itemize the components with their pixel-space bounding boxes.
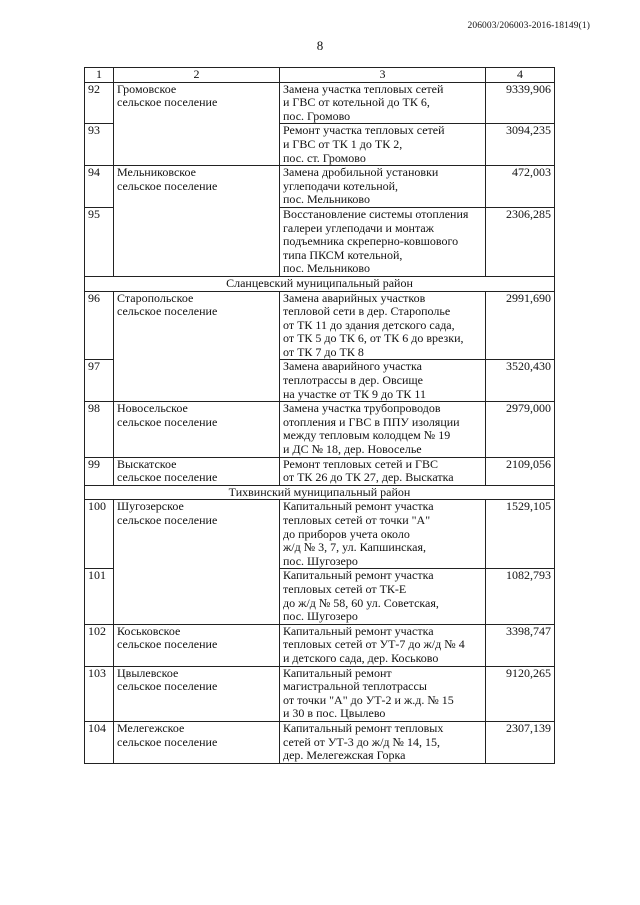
settlement-name: Мельниковское сельское поселение — [114, 166, 280, 277]
table-row — [85, 291, 555, 360]
work-description: Замена аварийных участков тепловой сети в дер. Старополье от ТК 11 до здания детского сада, от ТК 5 до ТК 6, от ТК 6 до врезки, от ТК 7 до ТК 8 — [280, 291, 486, 360]
work-description: Замена аварийного участка теплотрассы в дер. Овсище на участке от ТК 9 до ТК 11 — [280, 360, 486, 402]
document-reference: 206003/206003-2016-18149(1) — [467, 21, 590, 31]
table-row — [85, 721, 555, 763]
work-description: Замена дробильной установки углеподачи котельной, пос. Мельниково — [280, 166, 486, 208]
settlement-name: Мелегежское сельское поселение — [114, 721, 280, 763]
settlement-name: Громовское сельское поселение — [114, 82, 280, 166]
settlement-name: Старопольское сельское поселение — [114, 291, 280, 402]
work-description: Замена участка трубопроводов отопления и ГВС в ППУ изоляции между тепловым колодцем № 19 и ДС № 18, дер. Новоселье — [280, 402, 486, 457]
work-description: Капитальный ремонт участка тепловых сетей от точки "А" до приборов учета около ж/д № 3, 7, ул. Капшинская, пос. Шугозеро — [280, 500, 486, 569]
amount: 9120,265 — [486, 666, 555, 721]
row-number: 98 — [85, 402, 114, 457]
row-number: 103 — [85, 666, 114, 721]
table-row — [85, 402, 555, 457]
table-row — [85, 624, 555, 666]
district-heading: Тихвинский муниципальный район — [85, 485, 555, 500]
table-row — [85, 457, 555, 485]
work-description: Капитальный ремонт участка тепловых сетей от ТК-Е до ж/д № 58, 60 ул. Советская, пос. Шугозеро — [280, 569, 486, 624]
settlement-name: Новосельское сельское поселение — [114, 402, 280, 457]
amount: 3094,235 — [486, 124, 555, 166]
row-number: 92 — [85, 82, 114, 124]
work-description: Капитальный ремонт тепловых сетей от УТ-3 до ж/д № 14, 15, дер. Мелегежская Горка — [280, 721, 486, 763]
settlement-name: Шугозерское сельское поселение — [114, 500, 280, 624]
row-number: 94 — [85, 166, 114, 208]
page-number: 8 — [316, 38, 324, 53]
table-row — [85, 166, 555, 208]
amount: 2991,690 — [486, 291, 555, 360]
work-description: Ремонт тепловых сетей и ГВС от ТК 26 до ТК 27, дер. Выскатка — [280, 457, 486, 485]
amount: 9339,906 — [486, 82, 555, 124]
work-description: Восстановление системы отопления галереи углеподачи и монтаж подъемника скреперно-ковшового типа ПКСМ котельной, пос. Мельниково — [280, 207, 486, 276]
amount: 2306,285 — [486, 207, 555, 276]
row-number: 104 — [85, 721, 114, 763]
amount: 1082,793 — [486, 569, 555, 624]
amount: 2307,139 — [486, 721, 555, 763]
row-number: 102 — [85, 624, 114, 666]
work-description: Капитальный ремонт магистральной теплотрассы от точки "А" до УТ-2 и ж.д. № 15 и 30 в пос. Цвылево — [280, 666, 486, 721]
row-number: 93 — [85, 124, 114, 166]
projects-table — [84, 67, 555, 764]
row-number: 101 — [85, 569, 114, 624]
amount: 2109,056 — [486, 457, 555, 485]
column-header: 1 — [85, 68, 114, 83]
column-header: 2 — [114, 68, 280, 83]
table-row — [85, 500, 555, 569]
table-header-row — [85, 68, 555, 83]
amount: 3398,747 — [486, 624, 555, 666]
amount: 1529,105 — [486, 500, 555, 569]
work-description: Замена участка тепловых сетей и ГВС от котельной до ТК 6, пос. Громово — [280, 82, 486, 124]
settlement-name: Цвылевское сельское поселение — [114, 666, 280, 721]
column-header: 3 — [280, 68, 486, 83]
row-number: 96 — [85, 291, 114, 360]
row-number: 95 — [85, 207, 114, 276]
row-number: 100 — [85, 500, 114, 569]
section-row — [85, 276, 555, 291]
row-number: 97 — [85, 360, 114, 402]
table-row — [85, 666, 555, 721]
amount: 472,003 — [486, 166, 555, 208]
section-row — [85, 485, 555, 500]
amount: 2979,000 — [486, 402, 555, 457]
work-description: Ремонт участка тепловых сетей и ГВС от ТК 1 до ТК 2, пос. ст. Громово — [280, 124, 486, 166]
table-row — [85, 82, 555, 124]
settlement-name: Выскатское сельское поселение — [114, 457, 280, 485]
district-heading: Сланцевский муниципальный район — [85, 276, 555, 291]
row-number: 99 — [85, 457, 114, 485]
amount: 3520,430 — [486, 360, 555, 402]
column-header: 4 — [486, 68, 555, 83]
work-description: Капитальный ремонт участка тепловых сетей от УТ-7 до ж/д № 4 и детского сада, дер. Коськово — [280, 624, 486, 666]
settlement-name: Коськовское сельское поселение — [114, 624, 280, 666]
